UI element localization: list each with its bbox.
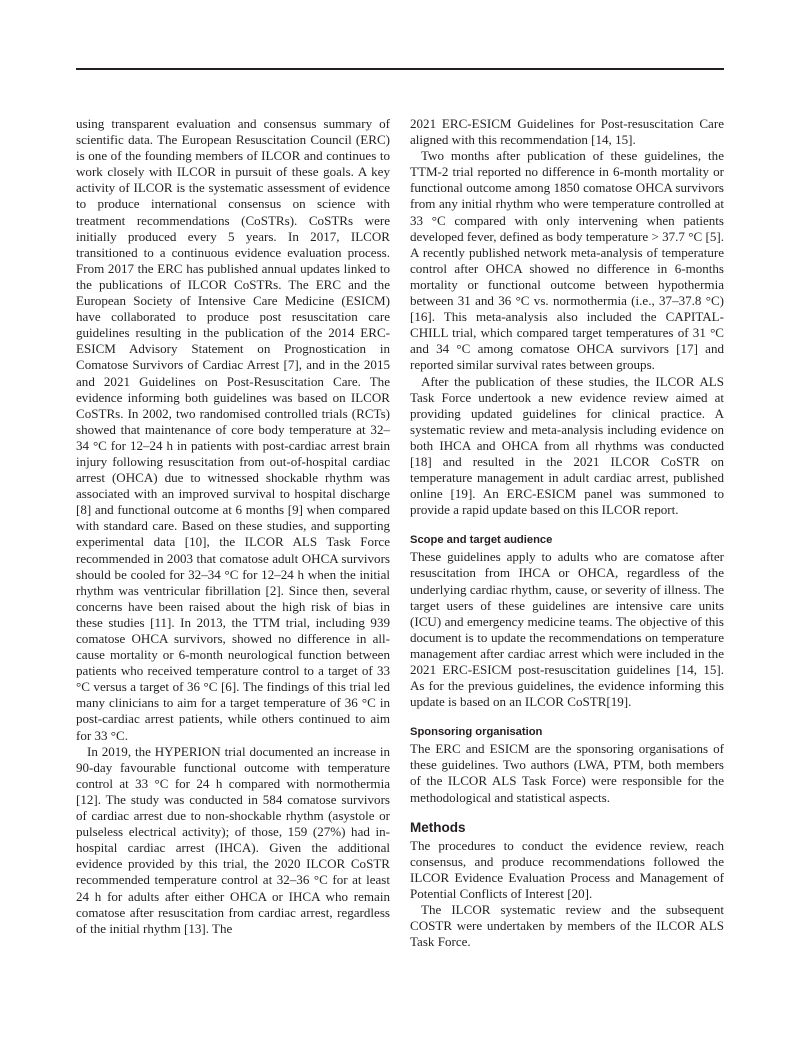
- heading-sponsoring: Sponsoring organisation: [410, 726, 543, 739]
- paragraph-hyperion: In 2019, the HYPERION trial documented an increase in 90-day favourable functional outcome with temperature control at 33 °C for 24 h compared with normothermia [12]. The study was conducted in 584 comatose survivors of cardiac arrest due to non-shockable rhythm (asystole or pulseless electrical activity); of those, 159 (27%) had in-hospital cardiac arrest (IHCA). Given the additional evidence provided by this trial, the 2020 ILCOR CoSTR recommended temperature control at 32–36 °C for at least 24 h for adults after either OHCA or IHCA who remain comatose after resuscitation from cardiac arrest, regardless of the initial rhythm [13]. The: [76, 743, 390, 936]
- paragraph-guidelines-aligned: 2021 ERC-ESICM Guidelines for Post-resuscitation Care aligned with this recommendation [14, 15].: [410, 116, 724, 148]
- heading-scope: Scope and target audience: [410, 534, 553, 547]
- paragraph-scope: These guidelines apply to adults who are comatose after resuscitation from IHCA or OHCA, regardless of the underlying cardiac rhythm, cause, or severity of illness. The target users of these guidelines are intensive care units (ICU) and emergency medicine teams. The objective of this document is to update the recommendations on temperature management after cardiac arrest which were included in the 2021 ERC-ESICM post-resuscitation guidelines [14, 15]. As for the previous guidelines, the evidence informing this update is based on an ILCOR CoSTR[19].: [410, 549, 724, 710]
- paragraph-methods: The procedures to conduct the evidence review, reach consensus, and produce recommendations followed the ILCOR Evidence Evaluation Process and Management of Potential Conflicts of Interest [20].: [410, 837, 724, 901]
- header-rule: [76, 68, 724, 70]
- paragraph-evidence-review: After the publication of these studies, the ILCOR ALS Task Force undertook a new evidence review aimed at providing updated guidelines for clinical practice. A systematic review and meta-analysis including evidence on both IHCA and OHCA from all rhythms was conducted [18] and resulted in the 2021 ILCOR CoSTR on temperature management in adult cardiac arrest, published online [19]. An ERC-ESICM panel was summoned to provide a rapid update based on this ILCOR report.: [410, 373, 724, 518]
- paragraph-sponsoring: The ERC and ESICM are the sponsoring organisations of these guidelines. Two authors (LWA, PTM, both members of the ILCOR ALS Task Force) were responsible for the methodological and statistical aspects.: [410, 741, 724, 805]
- paragraph-ttm2: Two months after publication of these guidelines, the TTM-2 trial reported no difference in 6-month mortality or functional outcome among 1850 comatose OHCA survivors from any initial rhythm who were temperature controlled at 33 °C compared with only intervening when patients developed fever, defined as body temperature > 37.7 °C [5]. A recently published network meta-analysis of temperature control after OHCA showed no difference in 6-months mortality or functional outcome between hypothermia between 31 and 36 °C vs. normothermia (i.e., 37–37.8 °C) [16]. This meta-analysis also included the CAPITAL-CHILL trial, which compared target temperatures of 31 °C and 34 °C among comatose OHCA survivors [17] and reported similar survival rates between groups.: [410, 148, 724, 373]
- right-column: [410, 116, 724, 950]
- paragraph-costr: The ILCOR systematic review and the subsequent COSTR were undertaken by members of the ILCOR ALS Task Force.: [410, 902, 724, 950]
- paragraph-ilcor-history: using transparent evaluation and consensus summary of scientific data. The European Resuscitation Council (ERC) is one of the founding members of ILCOR and continues to work closely with ILCOR in pursuit of these goals. A key activity of ILCOR is the systematic assessment of evidence to produce international consensus on science with treatment recommendations (CoSTRs). CoSTRs were initially produced every 5 years. In 2017, ILCOR transitioned to a continuous evidence evaluation process. From 2017 the ERC has published annual updates linked to the publications of ILCOR CoSTRs. The ERC and the European Society of Intensive Care Medicine (ESICM) have collaborated to produce post resuscitation care guidelines resulting in the publication of the 2014 ERC-ESICM Advisory Statement on Prognostication in Comatose Survivors of Cardiac Arrest [7], and in the 2015 and 2021 Guidelines on Post-Resuscitation Care. The evidence informing both guidelines was based on ILCOR CoSTRs. In 2002, two randomised controlled trials (RCTs) showed that maintenance of core body temperature at 32–34 °C for 12–24 h in patients with post-cardiac arrest brain injury following resuscitation from out-of-hospital cardiac arrest (OHCA) due to witnessed shockable rhythm was associated with an improved survival to hospital discharge [8] and functional outcome at 6 months [9] when compared with standard care. Based on these studies, and supporting experimental data [10], the ILCOR ALS Task Force recommended in 2003 that comatose adult OHCA survivors should be cooled for 32–34 °C for 12–24 h when the initial rhythm was ventricular fibrillation [2]. Since then, several concerns have been raised about the high risk of bias in these studies [11]. In 2013, the TTM trial, including 939 comatose OHCA survivors, showed no difference in all-cause mortality or 6-month neurological function between patients who received temperature control to a target of 33 °C versus a target of 36 °C [6]. The findings of this trial led many clinicians to aim for a target temperature of 36 °C in post-cardiac arrest patients, while others continued to aim for 33 °C.: [76, 116, 390, 743]
- left-column: [76, 116, 390, 937]
- heading-methods: Methods: [410, 819, 466, 835]
